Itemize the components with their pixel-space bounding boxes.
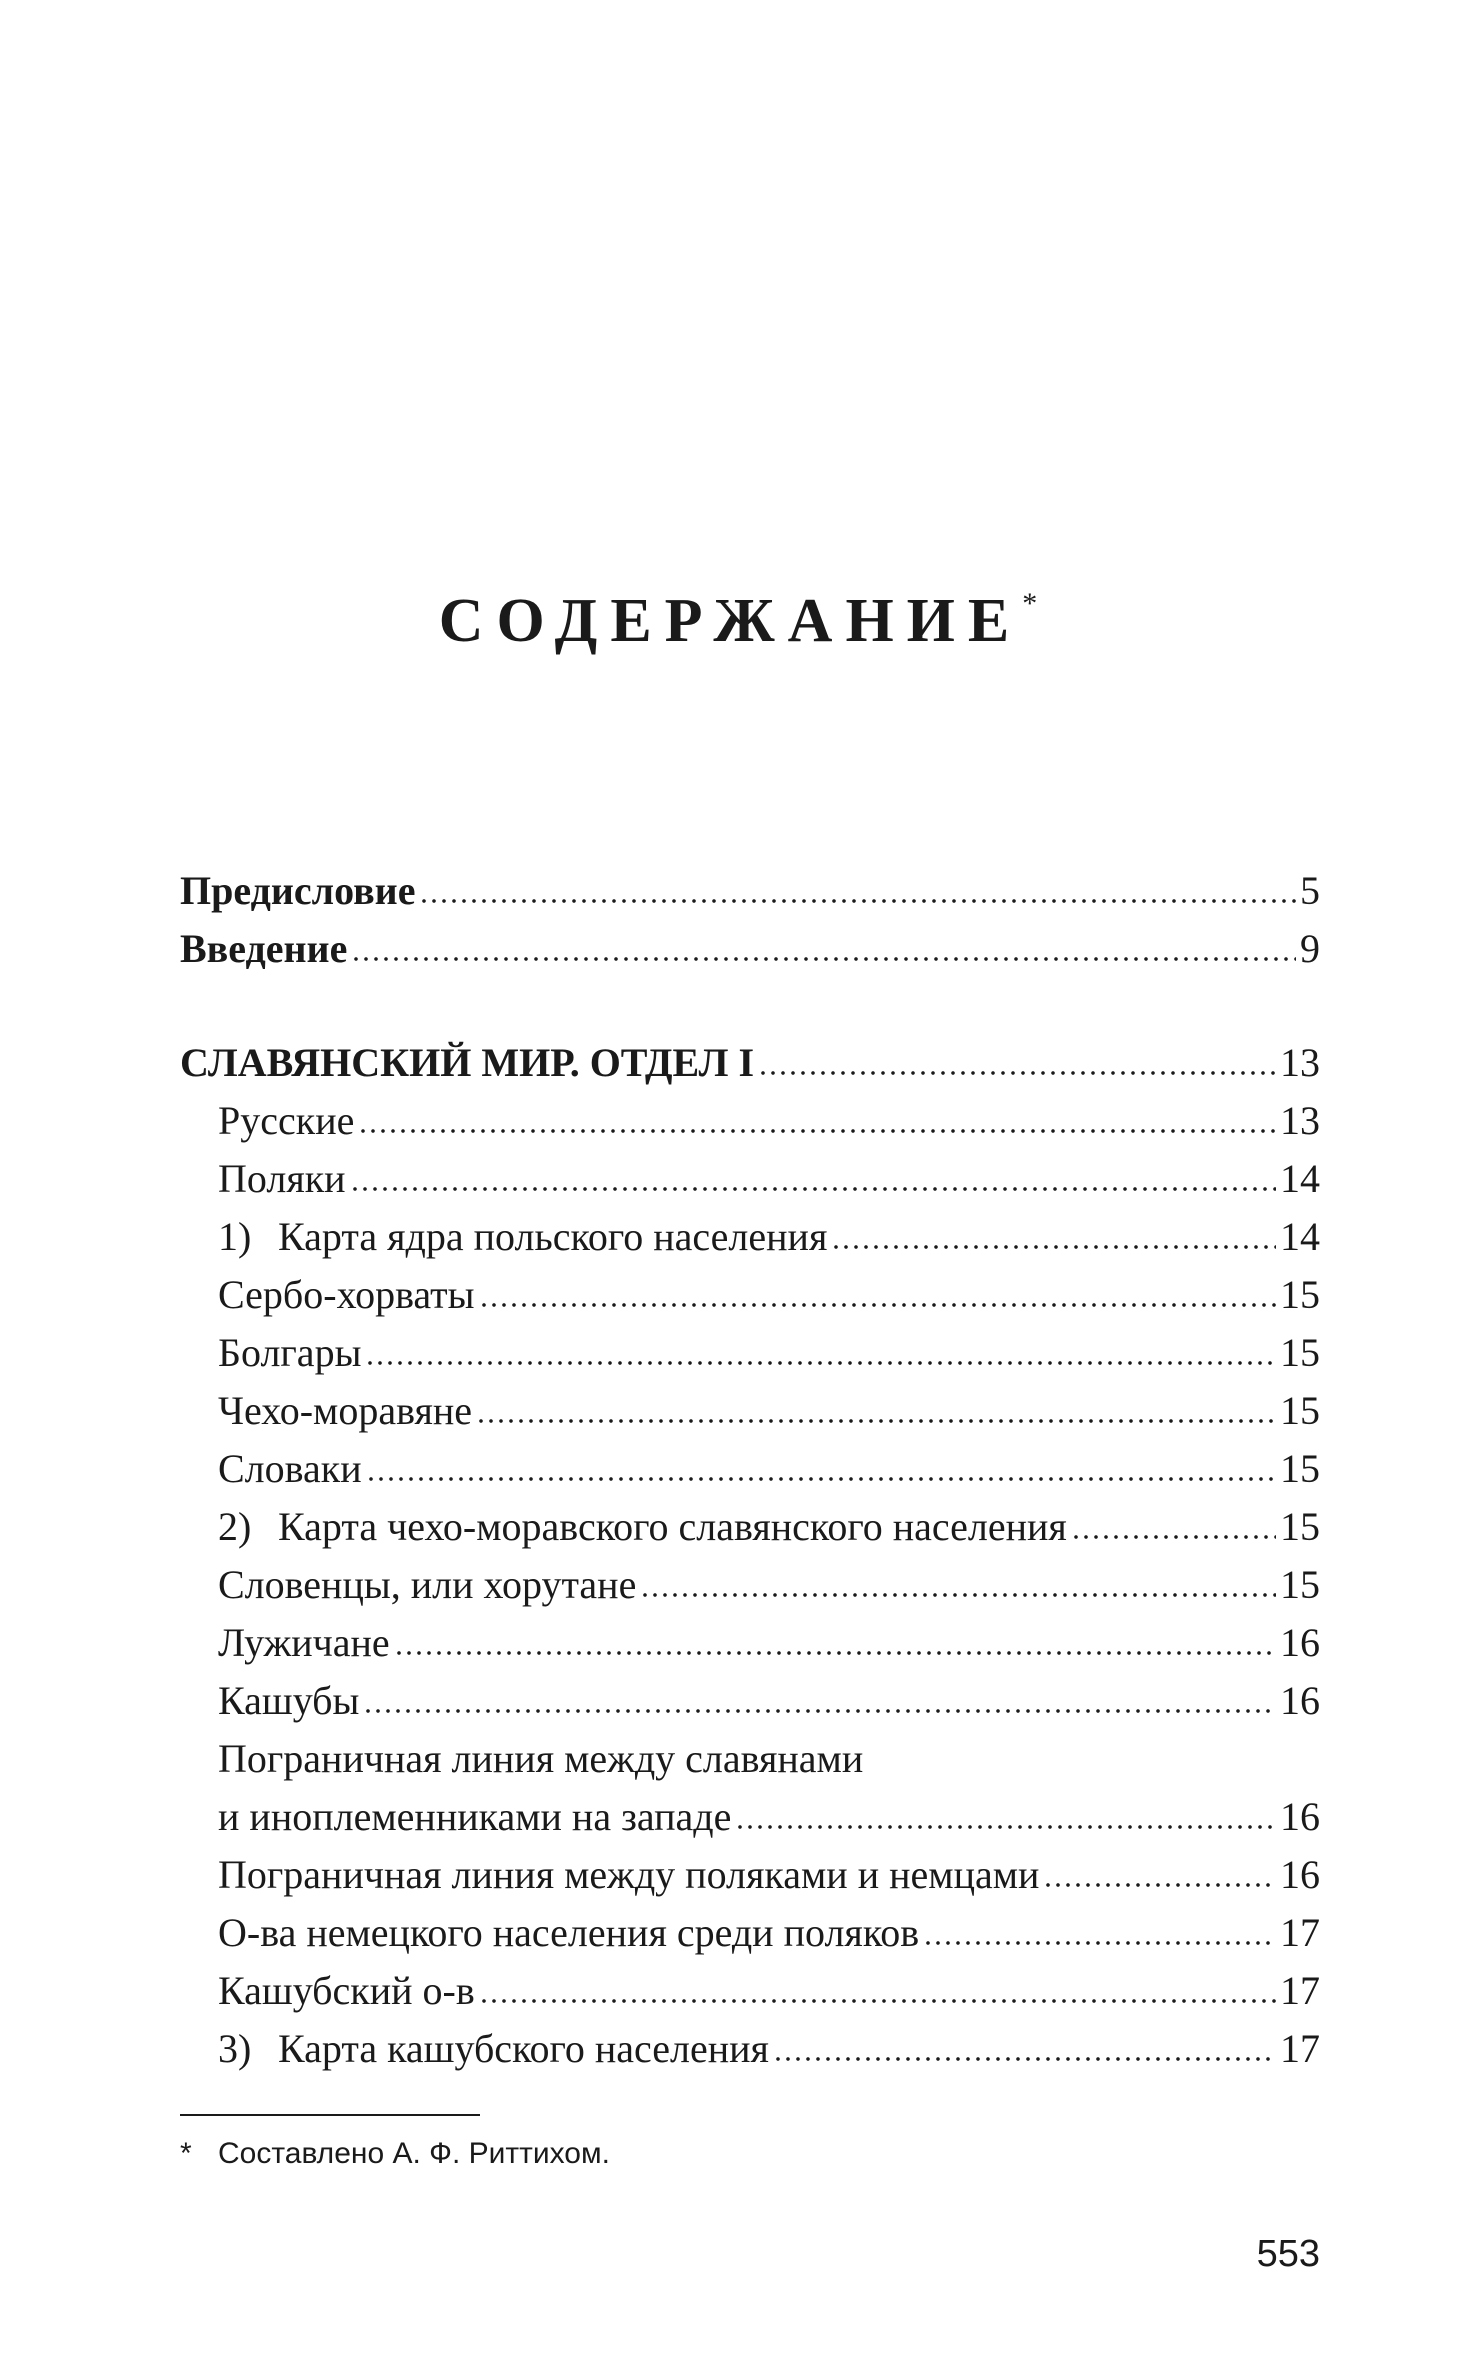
toc-entry-map[interactable] (180, 1498, 1320, 1556)
toc-entry-page: 15 (1280, 1272, 1320, 1317)
toc-entry-label: Кашубы (218, 1678, 360, 1723)
toc-entry-label: Болгары (218, 1330, 362, 1375)
dot-leader (358, 1126, 1276, 1136)
dot-leader (419, 896, 1296, 906)
dot-leader (1043, 1880, 1276, 1890)
dot-leader (923, 1938, 1276, 1948)
toc-entry-page: 16 (1280, 1852, 1320, 1897)
dot-leader (476, 1416, 1276, 1426)
toc-entry-label: Предисловие (180, 868, 416, 913)
toc-entry-label: Карта ядра польского населения (278, 1214, 828, 1259)
dot-leader (350, 1184, 1276, 1194)
toc-entry-page: 14 (1280, 1214, 1320, 1259)
toc-entry-label: Введение (180, 926, 348, 971)
toc-entry-label: СЛАВЯНСКИЙ МИР. ОТДЕЛ I (180, 1040, 755, 1085)
toc-entry-multiline[interactable] (180, 1730, 1320, 1846)
toc-entry[interactable] (180, 1672, 1320, 1730)
toc-entry[interactable] (180, 1440, 1320, 1498)
toc-entry[interactable] (180, 1846, 1320, 1904)
page-title (0, 587, 1476, 655)
dot-leader (735, 1822, 1276, 1832)
toc-entry-label-line1: Пограничная линия между славянами (218, 1736, 864, 1781)
toc-entry-page: 9 (1300, 926, 1320, 971)
toc-entry-page: 15 (1280, 1446, 1320, 1491)
toc-entry-map[interactable] (180, 2020, 1320, 2078)
toc-entry-label: О-ва немецкого населения среди поляков (218, 1910, 920, 1955)
toc-section-heading[interactable] (180, 1034, 1320, 1092)
dot-leader (366, 1474, 1276, 1484)
toc-entry[interactable] (180, 1556, 1320, 1614)
toc-entry-page: 17 (1280, 1968, 1320, 2013)
toc-entry[interactable] (180, 1614, 1320, 1672)
dot-leader (351, 954, 1296, 964)
toc-entry-label: Сербо-хорваты (218, 1272, 475, 1317)
dot-leader (640, 1590, 1276, 1600)
toc-entry-label: Поляки (218, 1156, 346, 1201)
toc-entry-preface[interactable] (180, 862, 1320, 920)
toc-entry-number: 1) (218, 1214, 252, 1259)
toc-entry[interactable] (180, 1266, 1320, 1324)
toc-entry[interactable] (180, 1150, 1320, 1208)
toc-entry-label: Карта кашубского населения (278, 2026, 769, 2071)
toc-entry-label: Русские (218, 1098, 355, 1143)
toc-entry[interactable] (180, 1904, 1320, 1962)
toc-entry-page: 15 (1280, 1388, 1320, 1433)
toc-entry-page: 17 (1280, 2026, 1320, 2071)
toc-entry-page: 15 (1280, 1562, 1320, 1607)
toc-entry-label-line2: и иноплеменниками на западе (218, 1794, 732, 1839)
toc-entry-page: 17 (1280, 1910, 1320, 1955)
toc-entry[interactable] (180, 1962, 1320, 2020)
toc-entry-label: Карта чехо-моравского славянского населения (278, 1504, 1067, 1549)
toc-entry-page: 14 (1280, 1156, 1320, 1201)
dot-leader (758, 1068, 1276, 1078)
footnote (180, 2134, 610, 2174)
dot-leader (394, 1648, 1276, 1658)
toc-entry-page: 16 (1280, 1678, 1320, 1723)
toc-entry-label: Лужичане (218, 1620, 390, 1665)
footnote-divider (180, 2114, 480, 2116)
toc-entry[interactable] (180, 1092, 1320, 1150)
dot-leader (1071, 1532, 1276, 1542)
title-text: СОДЕРЖАНИЕ (438, 587, 1023, 655)
toc-entry-page: 13 (1280, 1098, 1320, 1143)
toc-entry-label: Словаки (218, 1446, 362, 1491)
footnote-text: Составлено А. Ф. Риттихом. (218, 2137, 610, 2170)
toc-entry-number: 3) (218, 2026, 252, 2071)
toc-entry-page: 5 (1300, 868, 1320, 913)
toc-entry-page: 16 (1280, 1620, 1320, 1665)
dot-leader (479, 1300, 1276, 1310)
toc-entry-label: Пограничная линия между поляками и немцами (218, 1852, 1040, 1897)
dot-leader (365, 1358, 1276, 1368)
toc-entry-page: 16 (1280, 1794, 1320, 1839)
toc-entry-number: 2) (218, 1504, 252, 1549)
toc-entry-label: Чехо-моравяне (218, 1388, 473, 1433)
toc-entry-map[interactable] (180, 1208, 1320, 1266)
toc-entry-label: Кашубский о-в (218, 1968, 475, 2013)
dot-leader (831, 1242, 1276, 1252)
dot-leader (363, 1706, 1276, 1716)
toc-entry[interactable] (180, 1324, 1320, 1382)
toc-entry-page: 15 (1280, 1504, 1320, 1549)
dot-leader (479, 1996, 1276, 2006)
title-footnote-mark: * (1022, 587, 1038, 621)
toc-entry-page: 13 (1280, 1040, 1320, 1085)
page-number: 553 (1256, 2233, 1320, 2275)
toc-entry-label: Словенцы, или хорутане (218, 1562, 637, 1607)
toc-entry-page: 15 (1280, 1330, 1320, 1375)
dot-leader (773, 2054, 1276, 2064)
table-of-contents (180, 862, 1320, 2078)
toc-entry-intro[interactable] (180, 920, 1320, 978)
footnote-mark: * (180, 2137, 192, 2170)
toc-entry[interactable] (180, 1382, 1320, 1440)
